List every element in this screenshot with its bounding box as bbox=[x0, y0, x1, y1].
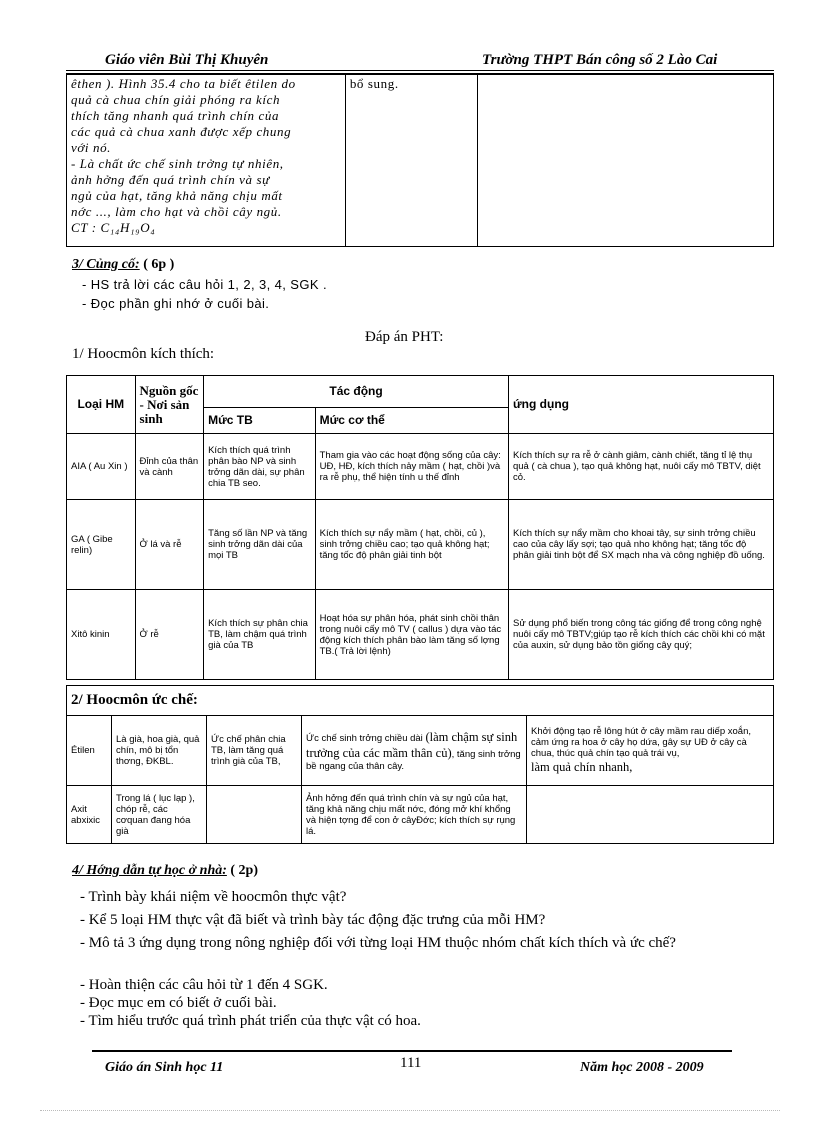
cell-body-level: Tham gia vào các hoạt động sống của cây: UĐ, HĐ, kích thích nảy mầm ( hạt, chồi )và ra rễ phụ, thể hiện tính u thế đỉnh bbox=[315, 434, 508, 500]
header-school: Trường THPT Bán công số 2 Lào Cai bbox=[482, 52, 718, 68]
cell-usage: Kích thích sự ra rễ ở cành giâm, cành chiết, tăng tỉ lệ thụ quả ( cà chua ), tạo quả không hạt, nuôi cấy mô TBTV, diệt cỏ. bbox=[508, 434, 773, 500]
body-text-serif: (làm chậm sự sinh trưởng của các mầm thân củ) bbox=[306, 730, 518, 760]
subheading-inhibiting: 2/ Hoocmôn ức chế: bbox=[67, 686, 774, 716]
cell-source: Ở rễ bbox=[135, 590, 204, 680]
cell-type: Étilen bbox=[67, 716, 112, 786]
cell-type: GA ( Gibe relin) bbox=[67, 500, 136, 590]
cell-source: Trong lá ( lục lạp ), chóp rễ, các cơquan đang hóa già bbox=[112, 786, 207, 844]
footer-right: Năm học 2008 - 2009 bbox=[580, 1060, 704, 1075]
section-4-line: - Kể 5 loại HM thực vật đã biết và trình bày tác động đặc trưng của mỗi HM? bbox=[80, 912, 546, 928]
col-header-cell-level: Mức TB bbox=[204, 408, 316, 434]
section-3-title: 3/ Củng cố: bbox=[72, 257, 140, 272]
header-teacher: Giáo viên Bùi Thị Khuyên bbox=[105, 52, 269, 68]
subheading-stimulating: 1/ Hoocmôn kích thích: bbox=[72, 346, 215, 362]
section-4-line: - Mô tả 3 ứng dụng trong nông nghiệp đối với từng loại HM thuộc nhóm chất kích thích và ức chế? bbox=[80, 935, 676, 951]
stimulating-hormone-table bbox=[66, 375, 774, 680]
cell-usage bbox=[527, 716, 774, 786]
section-4-line: - Đọc mục em có biết ở cuối bài. bbox=[80, 995, 277, 1011]
section-3-line: - HS trả lời các câu hỏi 1, 2, 3, 4, SGK . bbox=[82, 277, 327, 292]
cell-source: Là già, hoa già, quả chín, mô bị tổn thơng, ĐKBL. bbox=[112, 716, 207, 786]
table-row bbox=[67, 590, 774, 680]
cell-cell-level: Ức chế phân chia TB, làm tăng quá trình già của TB, bbox=[207, 716, 302, 786]
section-3-time: ( 6p ) bbox=[139, 257, 175, 272]
table-row bbox=[67, 434, 774, 500]
cell-body-level: Hoạt hóa sự phân hóa, phát sinh chồi thân trong nuôi cấy mô TV ( callus ) dựa vào tác động kích thích phân bào làm tăng số lợng TB.( Trả lời lệnh) bbox=[315, 590, 508, 680]
page-edge-line bbox=[40, 1110, 780, 1111]
cell-source: Đỉnh của thân và cành bbox=[135, 434, 204, 500]
cell-cell-level: Kích thích quá trình phân bào NP và sinh trởng dãn dài, sự phân chia TB seo. bbox=[204, 434, 316, 500]
section-4-line: - Trình bày khái niệm về hoocmôn thực vật? bbox=[80, 889, 347, 905]
cell-body-level: Kích thích sự nẩy mầm ( hạt, chồi, củ ), sinh trởng chiều cao; tạo quả không hạt; tăng tốc độ phân giải tinh bột bbox=[315, 500, 508, 590]
continuation-table bbox=[66, 74, 774, 247]
text-line: các quả cà chua xanh được xếp chung bbox=[71, 124, 292, 139]
text-line: êthen ). Hình 35.4 cho ta biết êtilen do bbox=[71, 76, 296, 91]
formula-line: CT : C₁₄H₁₉O₄ bbox=[71, 220, 156, 235]
cell-usage: Sử dụng phổ biến trong công tác giống để trong công nghệ nuôi cấy mô TBTV;giúp tạo rễ kích thích các chồi khi có mặt của auxin, sử dụng bảo tồn giống cây quý; bbox=[508, 590, 773, 680]
footer-rule bbox=[92, 1050, 732, 1052]
section-4-line: - Hoàn thiện các câu hỏi từ 1 đến 4 SGK. bbox=[80, 977, 328, 993]
answer-title: Đáp án PHT: bbox=[365, 329, 444, 345]
table-row bbox=[67, 716, 774, 786]
section-4-title: 4/ Hớng dẫn tự học ở nhà: bbox=[72, 863, 227, 878]
cell-body-level bbox=[302, 716, 527, 786]
cell-cell-level: Kích thích sự phân chia TB, làm chậm quá trình già của TB bbox=[204, 590, 316, 680]
cell-body-level: Ảnh hởng đến quá trình chín và sự ngủ của hạt, tăng khả năng chịu mất nớc, đóng mở khí khổng và hiện tợng để con ở câyĐớc; kích thích sự rụng lá. bbox=[302, 786, 527, 844]
body-text: , tăng sinh trởng bề ngang của thân cây. bbox=[306, 749, 521, 772]
text-line: ngủ của hạt, tăng khả năng chịu mất bbox=[71, 188, 283, 203]
cell-type: AIA ( Au Xin ) bbox=[67, 434, 136, 500]
text-line: - Là chất ức chế sinh trởng tự nhiên, bbox=[71, 156, 284, 171]
continuation-note-cell: bổ sung. bbox=[345, 75, 477, 247]
col-header-body-level: Mức cơ thể bbox=[315, 408, 508, 434]
usage-text: Khởi động tạo rễ lông hút ở cây mầm rau diếp xoắn, cảm ứng ra hoa ở cây họ dứa, gây sự UĐ ở cây cà chua, thúc quả chín tạo quả trái vụ, bbox=[531, 726, 752, 759]
table-row bbox=[67, 500, 774, 590]
continuation-empty-cell bbox=[477, 75, 773, 247]
section-4-heading bbox=[72, 862, 258, 880]
section-3-heading bbox=[72, 256, 174, 274]
col-header-effect: Tác động bbox=[204, 376, 509, 408]
cell-source: Ở lá và rễ bbox=[135, 500, 204, 590]
cell-type: Axit abxixic bbox=[67, 786, 112, 844]
section-4-time: ( 2p) bbox=[226, 863, 259, 878]
col-header-usage: ứng dụng bbox=[508, 376, 773, 434]
text-line: ảnh hởng đến quá trình chín và sự bbox=[71, 172, 270, 187]
footer-left: Giáo án Sinh học 11 bbox=[105, 1060, 224, 1075]
inhibiting-hormone-table bbox=[66, 685, 774, 844]
col-header-source: Nguồn gốc - Nơi sản sinh bbox=[135, 376, 204, 434]
continuation-text-cell bbox=[67, 75, 346, 247]
cell-usage: Kích thích sự nẩy mầm cho khoai tây, sự sinh trởng chiều cao của cây lấy sợi; tạo quả nho không hạt; tăng tốc độ phân giải tinh bột để SX mạch nha và công nghiệp đồ uống. bbox=[508, 500, 773, 590]
section-3-line: - Đọc phần ghi nhớ ở cuối bài. bbox=[82, 296, 270, 311]
cell-cell-level: Tăng số lần NP và tăng sinh trởng dãn dài của mọi TB bbox=[204, 500, 316, 590]
text-line: với nó. bbox=[71, 140, 112, 155]
body-text: Ức chế sinh trởng chiều dài bbox=[306, 733, 423, 744]
text-line: thích tăng nhanh quá trình chín của bbox=[71, 108, 280, 123]
cell-cell-level bbox=[207, 786, 302, 844]
usage-text-serif: làm quả chín nhanh, bbox=[531, 760, 633, 774]
section-4-line: - Tìm hiểu trước quá trình phát triển của thực vật có hoa. bbox=[80, 1013, 421, 1029]
col-header-type: Loại HM bbox=[67, 376, 136, 434]
cell-type: Xitô kinin bbox=[67, 590, 136, 680]
table-row bbox=[67, 786, 774, 844]
page-number: 111 bbox=[400, 1055, 422, 1071]
text-line: quả cà chua chín giải phóng ra kích bbox=[71, 92, 281, 107]
cell-usage bbox=[527, 786, 774, 844]
text-line: nớc ..., làm cho hạt và chồi cây ngủ. bbox=[71, 204, 282, 219]
